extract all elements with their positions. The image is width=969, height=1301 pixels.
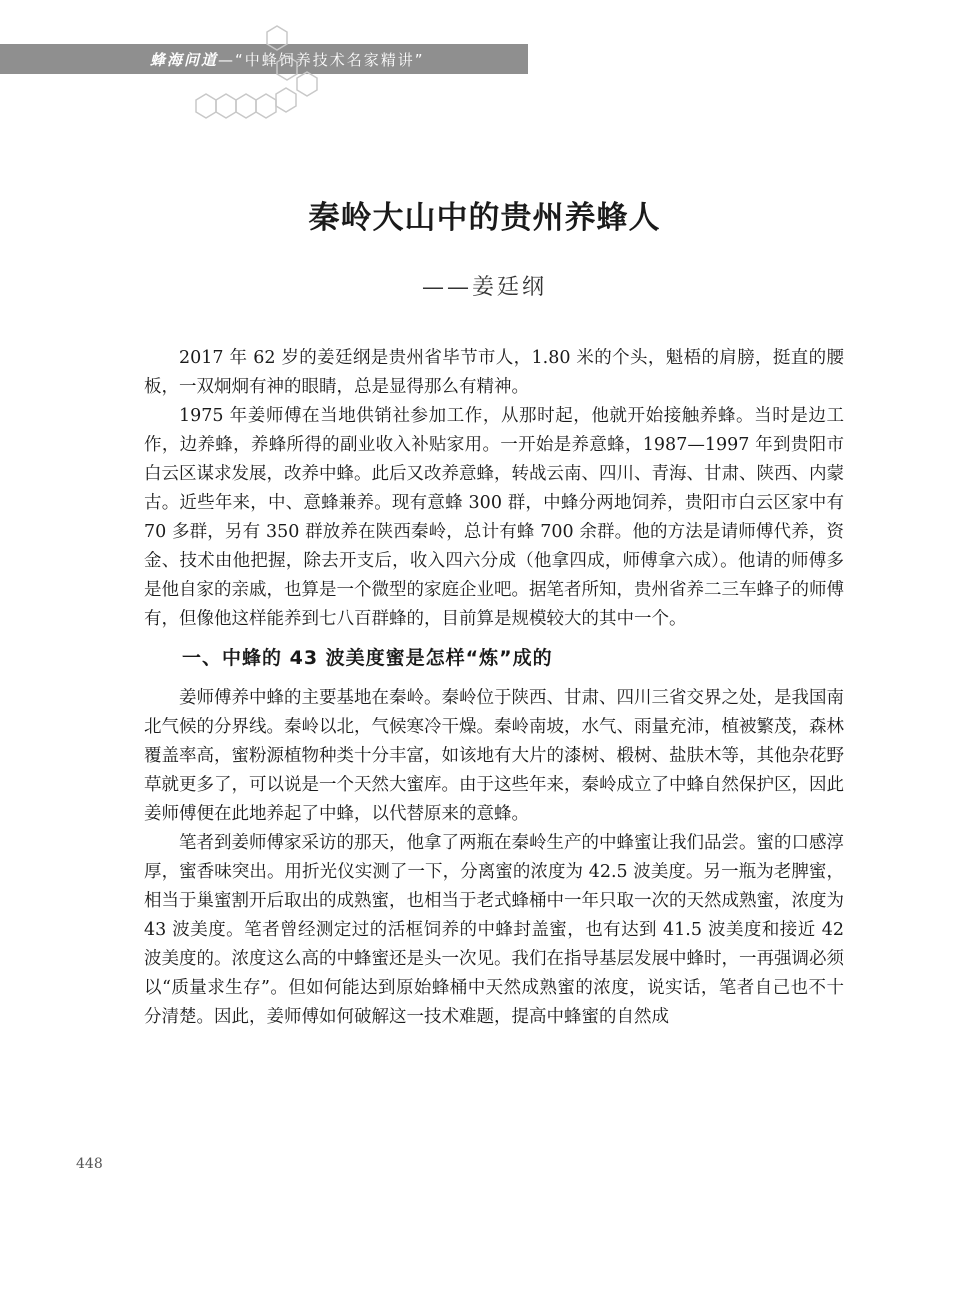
section-heading: 一、中蜂的 43 波美度蜜是怎样“炼”成的 xyxy=(182,647,553,669)
hexagon xyxy=(276,88,296,112)
hexagon xyxy=(297,72,317,96)
honeycomb-decoration xyxy=(180,20,340,130)
paragraph: 姜师傅养中蜂的主要基地在秦岭。秦岭位于陕西、甘肃、四川三省交界之处，是我国南北气候的分界线。秦岭以北，气候寒冷干燥。秦岭南坡，水气、雨量充沛，植被繁茂，森林覆盖率高，蜜粉源植物种类十分丰富，如该地有大片的漆树、椴树、盐肤木等，其他杂花野草就更多了，可以说是一个天然大蜜库。由于这些年来，秦岭成立了中蜂自然保护区，因此姜师傅便在此地养起了中蜂，以代替原来的意蜂。 xyxy=(144,688,844,824)
author-line: ——姜廷纲 xyxy=(422,275,548,300)
hexagon xyxy=(267,26,287,50)
running-header xyxy=(150,48,425,72)
paragraph: 笔者到姜师傅家采访的那天，他拿了两瓶在秦岭生产的中蜂蜜让我们品尝。蜜的口感淳厚，蜜香味突出。用折光仪实测了一下，分离蜜的浓度为 42.5 波美度。另一瓶为老脾蜜，相当于巢蜜割开后取出的成熟蜜，也相当于老式蜂桶中一年只取一次的天然成熟蜜，浓度为 43 波美度。笔者曾经测定过的活框饲养的中蜂封盖蜜，也有达到 41.5 波美度和接近 42 波美度的。浓度这么高的中蜂蜜还是头一次见。我们在指导基层发展中蜂时，一再强调必须以“质量求生存”。但如何能达到原始蜂桶中天然成熟蜜的浓度，说实话，笔者自己也不十分清楚。因此，姜师傅如何破解这一技术难题，提高中蜂蜜的自然成 xyxy=(144,833,844,1027)
series-brand: 蜂海问道 xyxy=(150,51,219,69)
series-title: —“中蜂饲养技术名家精讲” xyxy=(218,51,425,69)
paragraph: 2017 年 62 岁的姜廷纲是贵州省毕节市人，1.80 米的个头，魁梧的肩膀，挺直的腰板，一双炯炯有神的眼睛，总是显得那么有精神。 xyxy=(144,348,844,397)
article-body xyxy=(144,344,844,1032)
hexagon xyxy=(196,94,216,118)
hexagon xyxy=(216,94,236,118)
article-title: 秦岭大山中的贵州养蜂人 xyxy=(308,200,661,236)
page-number: 448 xyxy=(76,1156,103,1172)
paragraph: 1975 年姜师傅在当地供销社参加工作，从那时起，他就开始接触养蜂。当时是边工作，边养蜂，养蜂所得的副业收入补贴家用。一开始是养意蜂，1987—1997 年到贵阳市白云区谋求发展，改养中蜂。此后又改养意蜂，转战云南、四川、青海、甘肃、陕西、内蒙古。近些年来，中、意蜂兼养。现有意蜂 300 群，中蜂分两地饲养，贵阳市白云区家中有 70 多群，另有 350 群放养在陕西秦岭，总计有蜂 700 余群。他的方法是请师傅代养，资金、技术由他把握，除去开支后，收入四六分成（他拿四成，师傅拿六成）。他请的师傅多是他自家的亲戚，也算是一个微型的家庭企业吧。据笔者所知，贵州省养二三车蜂子的师傅有，但像他这样能养到七八百群蜂的，目前算是规模较大的其中一个。 xyxy=(144,406,844,629)
hexagon xyxy=(236,94,256,118)
hexagon xyxy=(256,94,276,118)
